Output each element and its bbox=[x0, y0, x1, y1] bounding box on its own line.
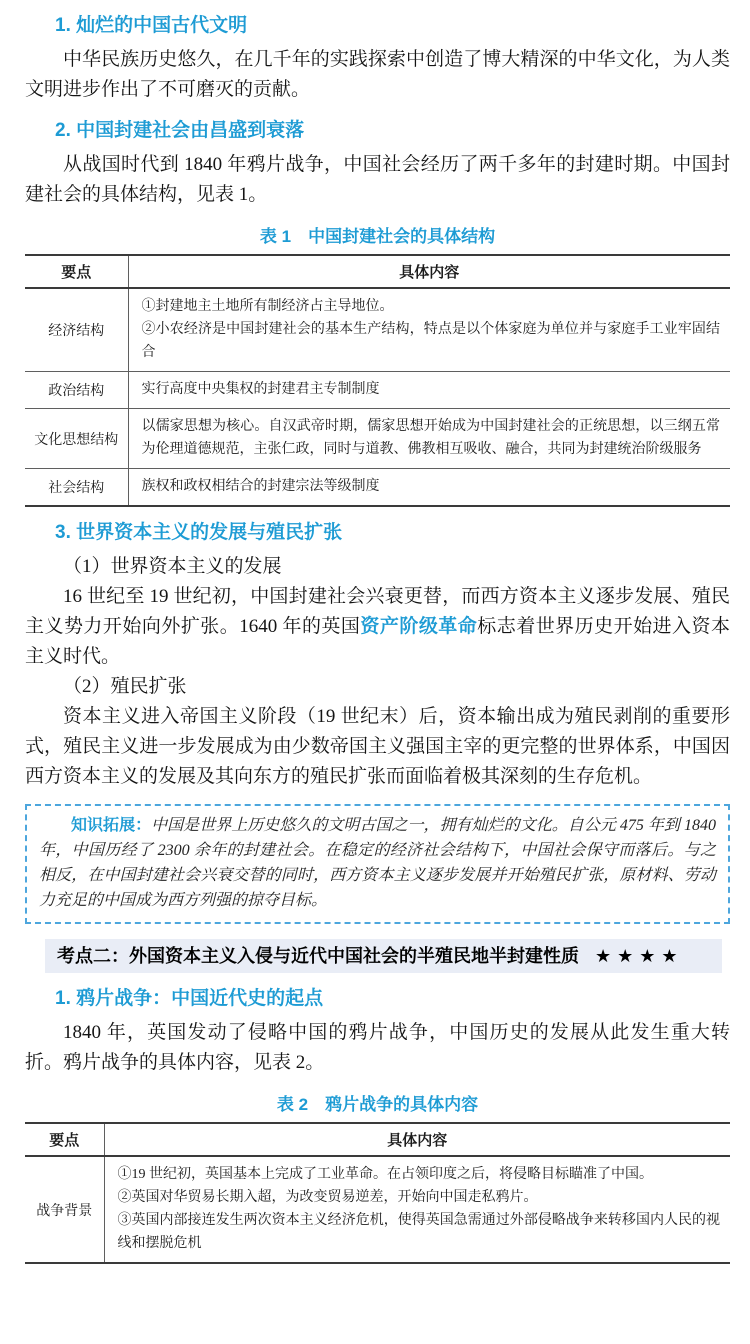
table2-opium-war bbox=[25, 1122, 730, 1264]
row-key-cell: 政治结构 bbox=[25, 372, 128, 409]
table2-title: 表 2 鸦片战争的具体内容 bbox=[276, 1095, 479, 1114]
row-content-cell bbox=[128, 372, 730, 409]
exam-point-banner bbox=[45, 939, 722, 973]
table-row bbox=[25, 409, 730, 469]
para-feudal-society: 从战国时代到 1840 年鸦片战争，中国社会经历了两千多年的封建时期。中国封建社会的具体结构，见表 1。 bbox=[25, 154, 730, 205]
row-key-cell: 经济结构 bbox=[25, 288, 128, 372]
content-line: ①19 世纪初，英国基本上完成了工业革命。在占领印度之后，将侵略目标瞄准了中国。 bbox=[117, 1167, 653, 1182]
table-header-cell: 要点 bbox=[25, 255, 128, 288]
bottom-whitespace bbox=[25, 1264, 730, 1344]
table1-title: 表 1 中国封建社会的具体结构 bbox=[259, 227, 496, 246]
table-row bbox=[25, 469, 730, 507]
para-opium-war: 1840 年，英国发动了侵略中国的鸦片战争，中国历史的发展从此发生重大转折。鸦片战争的具体内容，见表 2。 bbox=[25, 1022, 730, 1073]
heading-opium-war: 1. 鸦片战争：中国近代史的起点 bbox=[55, 988, 324, 1009]
table-header-cell: 具体内容 bbox=[104, 1123, 730, 1156]
table-header-cell: 具体内容 bbox=[128, 255, 730, 288]
table-row bbox=[25, 288, 730, 372]
table-header-row bbox=[25, 1123, 730, 1156]
table-header-row bbox=[25, 255, 730, 288]
row-content-cell bbox=[128, 288, 730, 372]
para-capitalism-development bbox=[25, 582, 730, 672]
row-content-cell bbox=[104, 1156, 730, 1263]
subheading-colonial-expansion: （2）殖民扩张 bbox=[63, 676, 187, 697]
row-key-cell: 文化思想结构 bbox=[25, 409, 128, 469]
heading-world-capitalism: 3. 世界资本主义的发展与殖民扩张 bbox=[55, 522, 343, 543]
content-line: ③英国内部接连发生两次资本主义经济危机，使得英国急需通过外部侵略战争来转移国内人民的视线和摆脱危机 bbox=[117, 1213, 720, 1251]
table-row bbox=[25, 1156, 730, 1263]
content-line: 以儒家思想为核心。自汉武帝时期，儒家思想开始成为中国封建社会的正统思想，以三纲五常为伦理道德规范，主张仁政，同时与道教、佛教相互吸收、融合，共同为封建统治阶级服务 bbox=[141, 419, 720, 457]
content-line: ②小农经济是中国封建社会的基本生产结构，特点是以个体家庭为单位并与家庭手工业牢固结合 bbox=[141, 322, 720, 360]
content-line: 族权和政权相结合的封建宗法等级制度 bbox=[141, 479, 380, 494]
para-ancient-civilization: 中华民族历史悠久，在几千年的实践探索中创造了博大精深的中华文化，为人类文明进步作出了不可磨灭的贡献。 bbox=[25, 49, 730, 100]
content-line: ②英国对华贸易长期入超，为改变贸易逆差，开始向中国走私鸦片。 bbox=[117, 1190, 538, 1205]
row-content-cell bbox=[128, 469, 730, 507]
content-line: ①封建地主土地所有制经济占主导地位。 bbox=[141, 299, 394, 314]
heading-feudal-society: 2. 中国封建社会由昌盛到衰落 bbox=[55, 120, 305, 141]
heading-ancient-civilization: 1. 灿烂的中国古代文明 bbox=[55, 15, 248, 36]
table1-feudal-structure bbox=[25, 254, 730, 507]
term-bourgeois-revolution: 资产阶级革命 bbox=[360, 616, 478, 637]
importance-stars: ★★★★ bbox=[595, 946, 684, 966]
row-key-cell: 社会结构 bbox=[25, 469, 128, 507]
knowledge-expansion-text: 中国是世界上历史悠久的文明古国之一，拥有灿烂的文化。自公元 475 年到 1840 年，中国历经了 2300 余年的封建社会。在稳定的经济社会结构下，中国社会保守而落后。与之相反，在中国封建社会兴衰交替的同时，西方资本主义逐步发展并开始殖民扩张，原材料、劳动力充足的中国成为西方列强的掠夺目标。 bbox=[39, 817, 716, 909]
row-key-cell: 战争背景 bbox=[25, 1156, 104, 1263]
table-row bbox=[25, 372, 730, 409]
table-header-cell: 要点 bbox=[25, 1123, 104, 1156]
content-line: 实行高度中央集权的封建君主专制制度 bbox=[141, 382, 380, 397]
exam-point-title: 考点二：外国资本主义入侵与近代中国社会的半殖民地半封建性质 bbox=[57, 946, 579, 966]
para-capitalism-post: 标志着世界历史开始进入资本主义时代。 bbox=[25, 616, 730, 667]
knowledge-expansion-box bbox=[25, 804, 730, 924]
knowledge-expansion-label: 知识拓展： bbox=[71, 817, 152, 834]
subheading-capitalism-development: （1）世界资本主义的发展 bbox=[63, 556, 282, 577]
row-content-cell bbox=[128, 409, 730, 469]
para-colonial-expansion: 资本主义进入帝国主义阶段（19 世纪末）后，资本输出成为殖民剥削的重要形式，殖民主义进一步发展成为由少数帝国主义强国主宰的更完整的世界体系，中国因西方资本主义的发展及其向东方的殖民扩张而面临着极其深刻的生存危机。 bbox=[25, 706, 730, 787]
para-capitalism-pre: 16 世纪至 19 世纪初，中国封建社会兴衰更替，而西方资本主义逐步发展、殖民主义势力开始向外扩张。1640 年的英国 bbox=[25, 586, 730, 637]
